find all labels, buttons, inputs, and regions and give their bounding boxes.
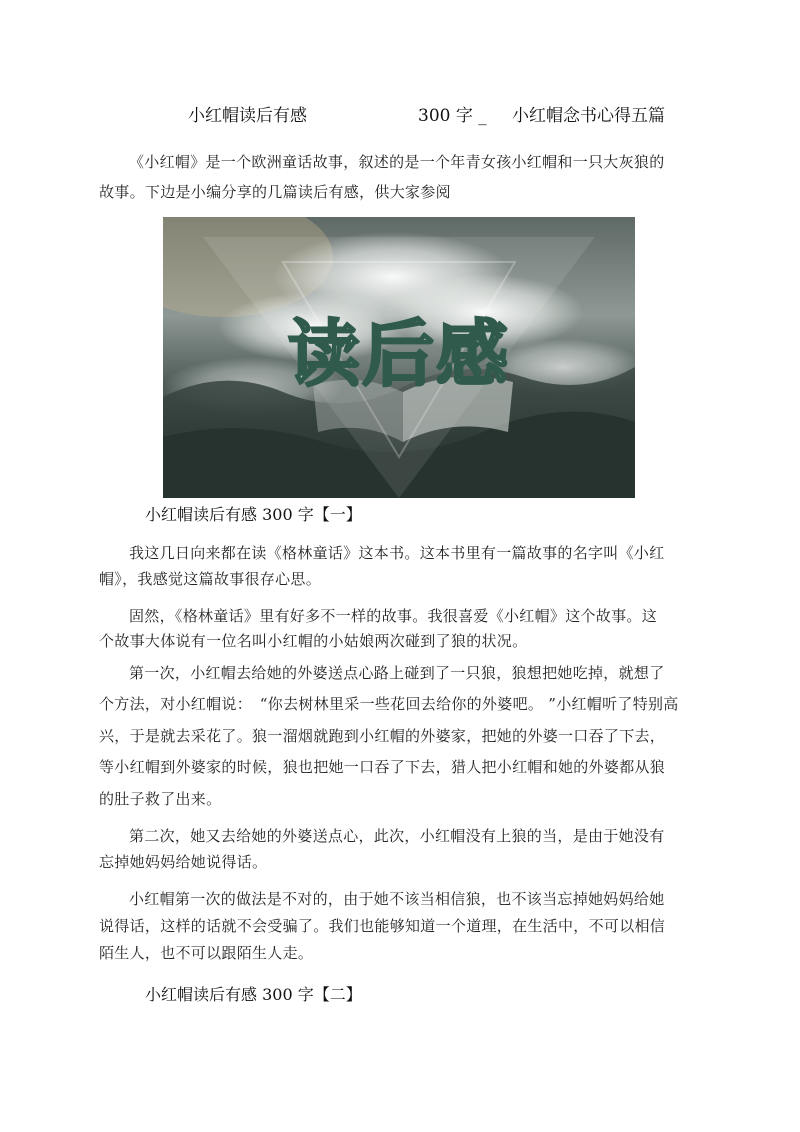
paragraph-line: 第二次，她又去给她的外婆送点心，此次，小红帽没有上狼的当，是由于她没有 [129,827,665,845]
page-title-left: 小红帽读后有感 [188,106,307,126]
paragraph-line: 说得话，这样的话就不会受骗了。我们也能够知道一个道理，在生活中，不可以相信 [99,917,666,935]
paragraph-line: 兴，于是就去采花了。狼一溜烟就跑到小红帽的外婆家，把她的外婆一口吞了下去， [99,727,666,745]
paragraph-line: 个方法，对小红帽说： “你去树林里采一些花回去给你的外婆吧。 ”小红帽听了特别高 [99,695,679,713]
paragraph-line: 固然，《格林童话》里有好多不一样的故事。我很喜爱《小红帽》这个故事。这 [129,607,658,625]
paragraph-line: 陌生人，也不可以跟陌生人走。 [99,944,314,962]
paragraph-line: 帽》，我感觉这篇故事很存心思。 [99,570,322,588]
section-heading: 小红帽读后有感 300 字【二】 [145,985,362,1004]
paragraph-line: 第一次，小红帽去给她的外婆送点心路上碰到了一只狼，狼想把她吃掉，就想了 [129,664,665,682]
intro-line: 故事。下边是小编分享的几篇读后有感，供大家参阅 [99,183,451,201]
section-heading: 小红帽读后有感 300 字【一】 [145,505,362,524]
hero-text: 读后感 [287,312,511,396]
paragraph-line: 个故事大体说有一位名叫小红帽的小姑娘两次碰到了狼的状况。 [99,632,528,650]
paragraph-line: 等小红帽到外婆家的时候，狼也把她一口吞了下去，猎人把小红帽和她的外婆都从狼 [99,758,666,776]
page-title-right: 小红帽念书心得五篇 [512,106,665,126]
paragraph-line: 忘掉她妈妈给她说得话。 [99,853,268,871]
page-title-count: 300 字 _ [418,106,487,126]
intro-line: 《小红帽》是一个欧洲童话故事，叙述的是一个年青女孩小红帽和一只大灰狼的 [129,153,665,171]
paragraph-line: 小红帽第一次的做法是不对的，由于她不该当相信狼，也不该当忘掉她妈妈给她 [129,890,665,908]
paragraph-line: 我这几日向来都在读《格林童话》这本书。这本书里有一篇故事的名字叫《小红 [129,544,665,562]
book-mountain-banner-image [163,217,635,498]
paragraph-line: 的肚子救了出来。 [99,790,222,808]
